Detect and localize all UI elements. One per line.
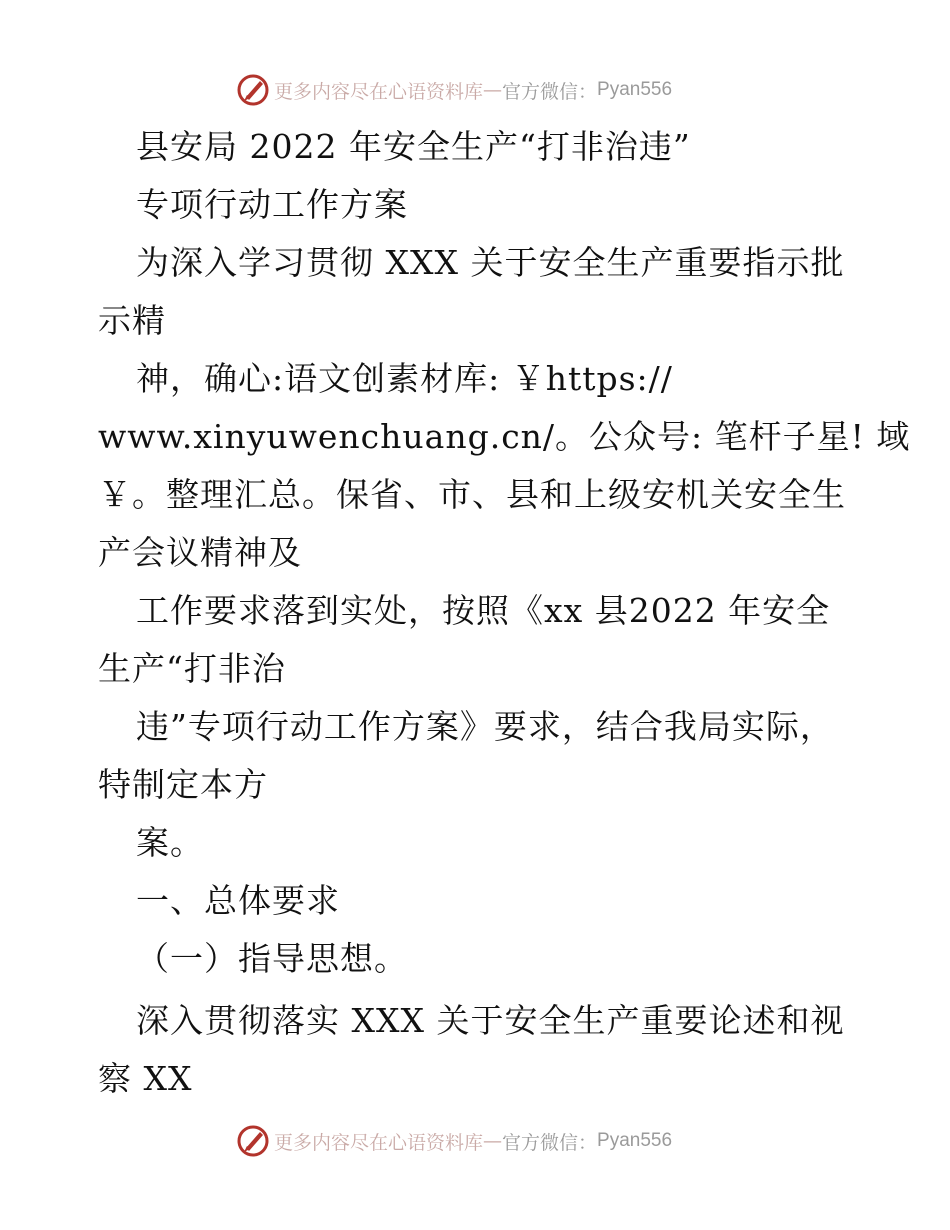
doc-text-line: 生产“打非治 bbox=[98, 649, 286, 688]
doc-text-line: 察 XX bbox=[98, 1059, 193, 1098]
doc-text-line: ￥。整理汇总。保省、市、县和上级安机关安全生 bbox=[98, 475, 846, 514]
quill-pen-logo-icon bbox=[236, 1124, 270, 1158]
watermark-site-text: 更多内容尽在心语资料库 bbox=[274, 1131, 484, 1154]
watermark-wechat-id: Pyan556 bbox=[597, 79, 673, 100]
watermark-official-label: 官方微信： bbox=[502, 1131, 598, 1154]
doc-text-line: 特制定本方 bbox=[98, 765, 268, 804]
doc-text-line: 案。 bbox=[136, 823, 204, 862]
watermark-dash: — bbox=[483, 79, 503, 101]
watermark-dash: — bbox=[483, 1130, 503, 1152]
doc-title-line-2: 专项行动工作方案 bbox=[136, 185, 408, 224]
doc-text-line: www.xinyuwenchuang.cn/。公众号: 笔杆子星! 域 bbox=[98, 417, 911, 456]
doc-text-line: 工作要求落到实处，按照《xx 县2022 年安全 bbox=[136, 591, 831, 630]
quill-pen-logo-icon bbox=[236, 73, 270, 107]
doc-text-line: 神，确心:语文创素材库: ￥https:// bbox=[136, 359, 673, 398]
section-heading: 一、总体要求 bbox=[136, 881, 340, 920]
watermark-official-label: 官方微信： bbox=[502, 80, 598, 103]
header-watermark bbox=[236, 72, 736, 108]
doc-title-line-1: 县安局 2022 年安全生产“打非治违” bbox=[136, 127, 691, 166]
watermark-site-text: 更多内容尽在心语资料库 bbox=[274, 80, 484, 103]
doc-text-line: 违”专项行动工作方案》要求，结合我局实际， bbox=[136, 707, 834, 746]
subsection-heading: （一）指导思想。 bbox=[136, 939, 408, 978]
doc-text-line: 为深入学习贯彻 XXX 关于安全生产重要指示批 bbox=[136, 243, 845, 282]
watermark-wechat-id: Pyan556 bbox=[597, 1130, 673, 1151]
doc-text-line: 产会议精神及 bbox=[98, 533, 302, 572]
doc-text-line: 深入贯彻落实 XXX 关于安全生产重要论述和视 bbox=[136, 1001, 845, 1040]
footer-watermark bbox=[236, 1123, 736, 1159]
doc-text-line: 示精 bbox=[98, 301, 166, 340]
